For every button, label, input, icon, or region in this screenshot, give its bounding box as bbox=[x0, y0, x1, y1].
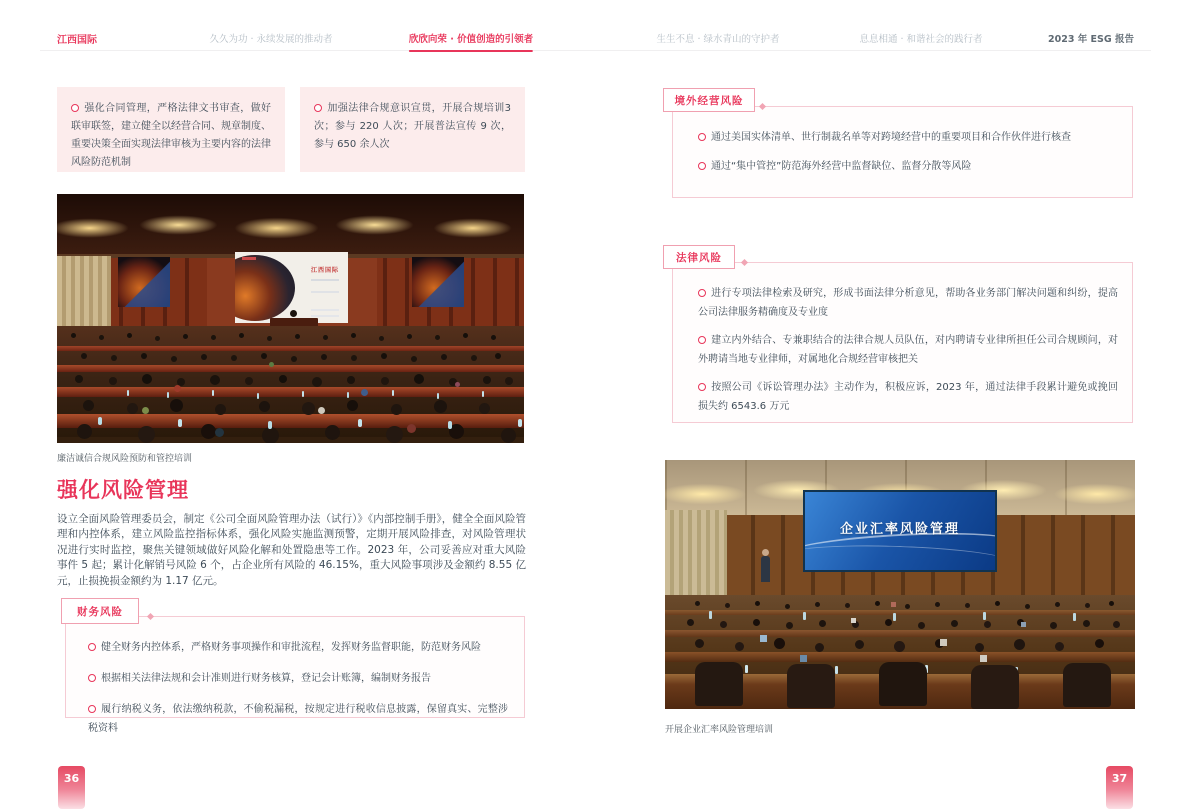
photo-curtain bbox=[57, 256, 111, 334]
note-text: 强化合同管理，严格法律文书审查，做好联审联签，建立健全以经营合同、规章制度、重要决策全面实现法律审核为主要内容的法律风险防范机制 bbox=[71, 103, 271, 168]
photo-caption-right: 开展企业汇率风险管理培训 bbox=[665, 725, 774, 735]
risk-item-text: 履行纳税义务，依法缴纳税款，不偷税漏税，按规定进行税收信息披露，保留真实、完整涉税资料 bbox=[88, 704, 508, 734]
risk-item-text: 进行专项法律检索及研究，形成书面法律分析意见，帮助各业务部门解决问题和纠纷，提高公司法律服务精确度及专业度 bbox=[698, 288, 1118, 318]
finance-risk-label: 财务风险 bbox=[61, 598, 139, 624]
legal-risk-items bbox=[698, 284, 1118, 416]
overseas-risk-label: 境外经营风险 bbox=[663, 88, 755, 112]
bullet-ring-icon bbox=[698, 162, 706, 170]
photo-speaker bbox=[761, 556, 770, 582]
photo-exchange-rate-training bbox=[665, 460, 1135, 709]
photo-attendees bbox=[687, 619, 694, 626]
bullet-ring-icon bbox=[698, 383, 706, 391]
active-chapter-underline bbox=[409, 50, 533, 52]
photo-attendees bbox=[75, 375, 83, 383]
page-number-left: 36 bbox=[58, 766, 85, 809]
risk-item bbox=[88, 638, 508, 657]
bullet-ring-icon bbox=[88, 643, 96, 651]
header-nav-chapter-2-active bbox=[409, 31, 533, 45]
photo-ceiling bbox=[57, 194, 524, 256]
bullet-ring-icon bbox=[698, 336, 706, 344]
photo-caption-left: 廉洁诚信合规风险预防和管控培训 bbox=[57, 454, 193, 464]
photo-screen-title: 企业汇率风险管理 bbox=[839, 522, 960, 537]
photo-main-screen bbox=[805, 492, 995, 570]
photo-front-chairs bbox=[695, 662, 743, 706]
risk-item-text: 健全财务内控体系，严格财务事项操作和审批流程，发挥财务监督职能，防范财务风险 bbox=[101, 642, 481, 653]
risk-item bbox=[698, 284, 1118, 322]
photo-attendees bbox=[77, 424, 92, 439]
photo-slide-city-image bbox=[235, 255, 295, 321]
header-divider bbox=[40, 50, 1151, 51]
photo-attendees bbox=[71, 333, 76, 338]
section-intro-paragraph: 设立全面风险管理委员会，制定《公司全面风险管理办法（试行）》《内部控制手册》，健全全面风险管理和内控体系，建立风险监控指标体系，强化风险实施监测预警，定期开展风险排查，对风险管理状况进行实时监控，聚焦关键领域做好风险化解和处置隐患等工作。2023 年，公司妥善应对重大风险事件 5 起；累计化解销号风险 6 个，占企业所有风险的 46.15%，重大风险事项涉及金额约 8.55 亿元，止损挽损金额约为 1.17 亿元。 bbox=[57, 513, 526, 587]
photo-slide-text-lines bbox=[311, 279, 339, 281]
legal-risk-label: 法律风险 bbox=[663, 245, 735, 269]
photo-speaker bbox=[290, 310, 297, 317]
photo-desk-row bbox=[57, 346, 524, 351]
photo-side-screen-left bbox=[118, 257, 170, 307]
photo-attendees bbox=[695, 639, 704, 648]
risk-item bbox=[698, 331, 1118, 369]
photo-desk-row bbox=[665, 652, 1135, 662]
bullet-ring-icon bbox=[88, 674, 96, 682]
risk-item-text: 通过“集中管控”防范海外经营中监督缺位、监督分散等风险 bbox=[711, 161, 972, 172]
photo-desk-row bbox=[665, 630, 1135, 637]
photo-speaker-head bbox=[762, 549, 769, 556]
photo-desk-row bbox=[665, 610, 1135, 615]
header-nav-chapter-3: 生生不息 · 绿水青山的守护者 bbox=[656, 34, 780, 45]
photo-desk-row bbox=[57, 414, 524, 428]
photo-water-bottles bbox=[127, 390, 129, 396]
photo-slide-title: 江西国际 bbox=[310, 267, 339, 274]
photo-compliance-training bbox=[57, 194, 524, 443]
risk-item-text: 按照公司《诉讼管理办法》主动作为，积极应诉，2023 年，通过法律手段累计避免或挽回损失约 6543.6 万元 bbox=[698, 382, 1118, 412]
photo-desk-row bbox=[57, 437, 524, 443]
risk-item-text: 建立内外结合、专兼职结合的法律合规人员队伍，对内聘请专业律所担任公司合规顾问，对外聘请当地专业律师，对属地化合规经营审核把关 bbox=[698, 335, 1118, 365]
photo-slide-logo bbox=[242, 257, 256, 260]
section-title: 强化风险管理 bbox=[57, 478, 189, 502]
risk-item bbox=[88, 669, 508, 688]
bullet-ring-icon bbox=[698, 289, 706, 297]
risk-item bbox=[698, 128, 1118, 147]
photo-side-screen-right bbox=[412, 257, 464, 307]
note-text: 加强法律合规意识宣贯，开展合规培训3次；参与 220 人次；开展普法宣传 9 次，参与 650 余人次 bbox=[314, 103, 511, 150]
bullet-ring-icon bbox=[88, 705, 96, 713]
bullet-ring-icon bbox=[71, 104, 79, 112]
report-title-label: 2023 年 ESG 报告 bbox=[1048, 34, 1134, 45]
photo-attendees bbox=[83, 400, 94, 411]
header-nav-chapter-1: 久久为功 · 永续发展的推动者 bbox=[209, 34, 333, 45]
risk-item-text: 根据相关法律法规和会计准则进行财务核算，登记会计账簿，编制财务报告 bbox=[101, 673, 431, 684]
brand-label: 江西国际 bbox=[57, 35, 97, 46]
finance-risk-items bbox=[88, 638, 508, 738]
note-box-compliance-training bbox=[300, 87, 525, 172]
photo-water-bottles bbox=[745, 665, 748, 673]
page-number-right: 37 bbox=[1106, 766, 1133, 809]
photo-attendees bbox=[695, 601, 700, 606]
bullet-ring-icon bbox=[314, 104, 322, 112]
risk-item bbox=[698, 378, 1118, 416]
photo-attendee-shirts bbox=[57, 194, 62, 199]
photo-attendees bbox=[81, 353, 87, 359]
header-nav-chapter-4: 息息相通 · 和谐社会的践行者 bbox=[859, 34, 983, 45]
note-box-contract-management bbox=[57, 87, 285, 172]
risk-item bbox=[698, 157, 1118, 176]
overseas-risk-items bbox=[698, 128, 1118, 176]
risk-item-text: 通过美国实体清单、世行制裁名单等对跨境经营中的重要项目和合作伙伴进行核查 bbox=[711, 132, 1071, 143]
bullet-ring-icon bbox=[698, 133, 706, 141]
header-nav-chapter-2-label: 欣欣向荣 · 价值创造的引领者 bbox=[408, 34, 534, 45]
risk-item bbox=[88, 700, 508, 738]
photo-desk-row bbox=[57, 365, 524, 372]
photo-attendee-shirts bbox=[665, 460, 670, 465]
